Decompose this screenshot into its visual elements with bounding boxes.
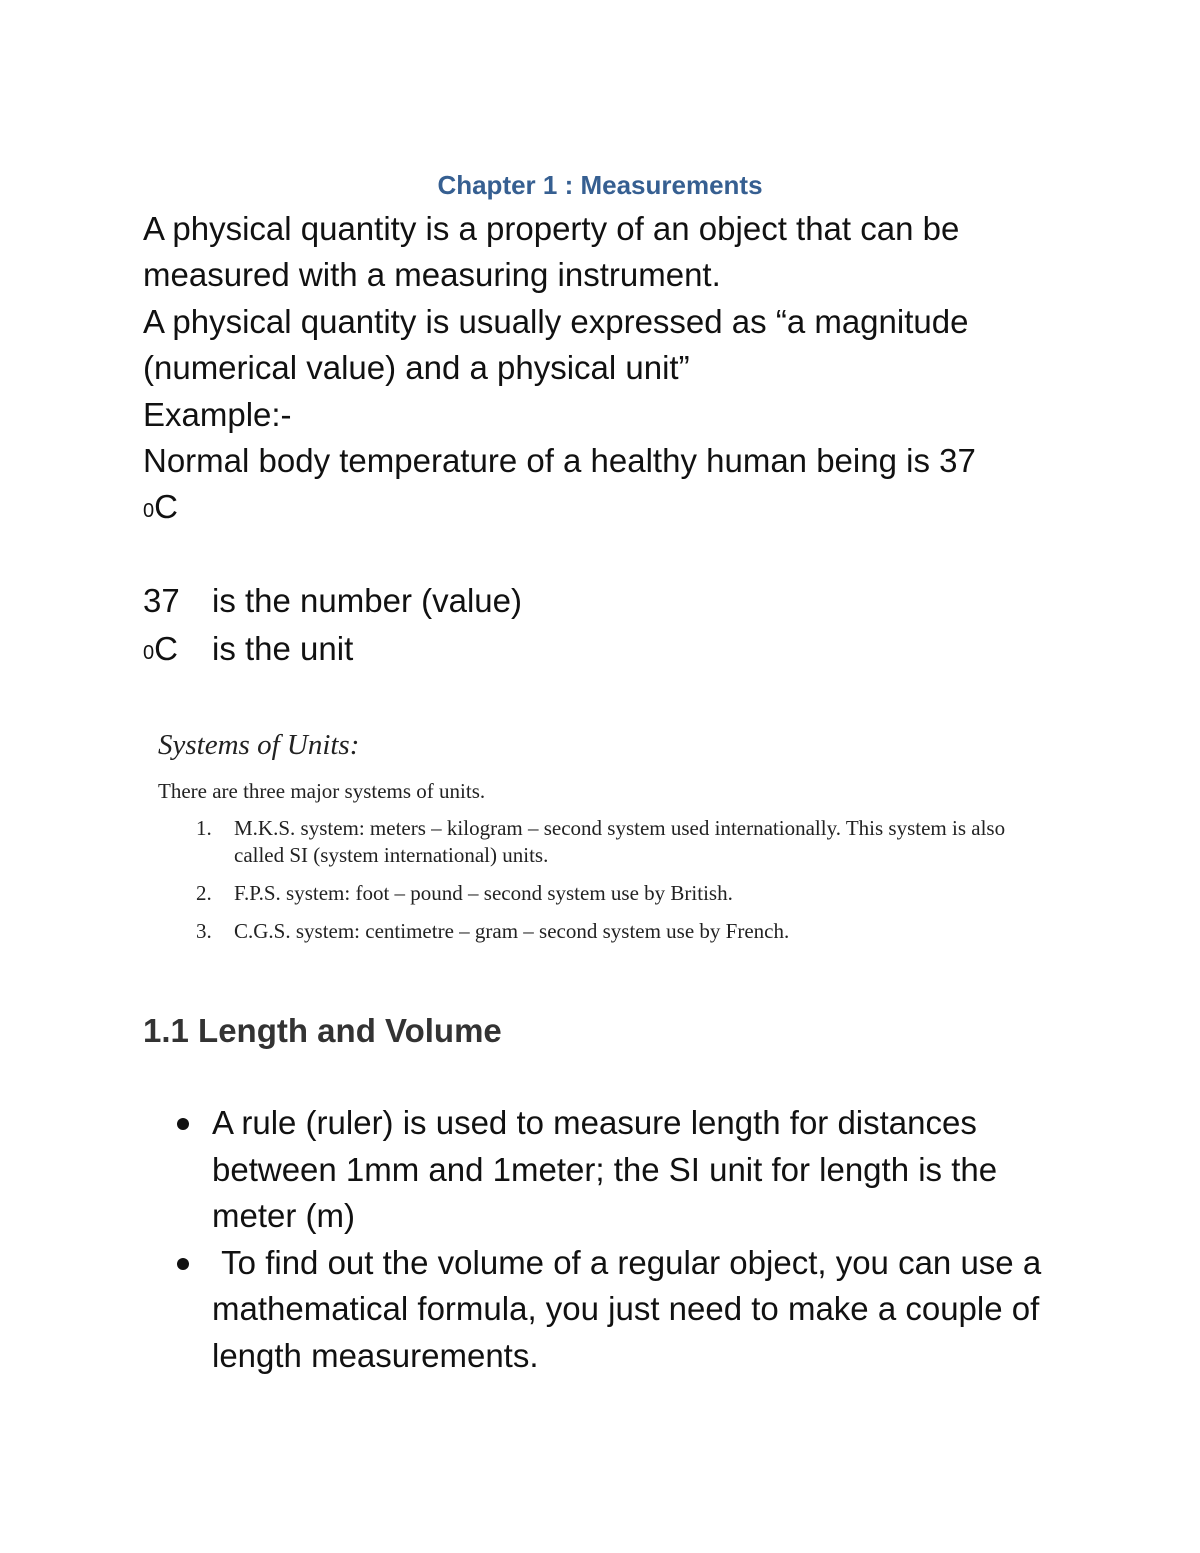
- definition-paragraph: A physical quantity is a property of an object that can be measured with a measuring instrument.: [143, 210, 960, 293]
- system-item-mks: [158, 815, 1058, 869]
- list-number: 2.: [196, 881, 212, 905]
- value-key: 37: [143, 582, 180, 619]
- unit-key: [143, 626, 212, 672]
- system-item-cgs: [158, 918, 1058, 945]
- list-item: [143, 1240, 1073, 1380]
- value-description: is the number (value): [212, 582, 522, 619]
- system-item-text: M.K.S. system: meters – kilogram – second system used internationally. This system is also called SI (system international) units.: [234, 816, 1006, 867]
- systems-heading: Systems of Units:: [158, 729, 360, 761]
- example-label: Example:-: [143, 396, 292, 433]
- list-number: 1.: [196, 816, 212, 840]
- example-paragraph: [143, 438, 1073, 530]
- systems-list: [158, 815, 1058, 945]
- unit-degree-superscript: 0: [143, 642, 155, 664]
- length-volume-list: [143, 1100, 1073, 1379]
- list-item: [143, 1100, 1073, 1240]
- bullet-text: A rule (ruler) is used to measure length for distances between 1mm and 1meter; the SI unit for length is the meter (m): [212, 1104, 998, 1234]
- degree-superscript: 0: [143, 500, 155, 522]
- bullet-text: To find out the volume of a regular object, you can use a mathematical formula, you just need to make a couple of length measurements.: [212, 1243, 1051, 1374]
- systems-intro: There are three major systems of units.: [158, 779, 486, 803]
- chapter-title: Chapter 1 : Measurements: [437, 170, 763, 200]
- unit-row: [143, 626, 353, 672]
- unit-description: is the unit: [212, 630, 354, 667]
- system-item-text: F.P.S. system: foot – pound – second system use by British.: [234, 881, 733, 905]
- system-item-fps: [158, 880, 1058, 907]
- magnitude-paragraph: A physical quantity is usually expressed as “a magnitude (numerical value) and a physical unit”: [143, 303, 969, 386]
- unit-symbol: C: [154, 630, 178, 667]
- value-row: [143, 578, 522, 624]
- systems-of-units-block: [158, 725, 1058, 956]
- bullet-icon: [177, 1258, 189, 1270]
- system-item-text: C.G.S. system: centimetre – gram – second system use by French.: [234, 919, 790, 943]
- list-number: 3.: [196, 919, 212, 943]
- example-unit: C: [154, 488, 178, 525]
- bullet-icon: [177, 1118, 189, 1130]
- example-text: Normal body temperature of a healthy human being is 37: [143, 442, 976, 479]
- section-heading: 1.1 Length and Volume: [143, 1012, 502, 1049]
